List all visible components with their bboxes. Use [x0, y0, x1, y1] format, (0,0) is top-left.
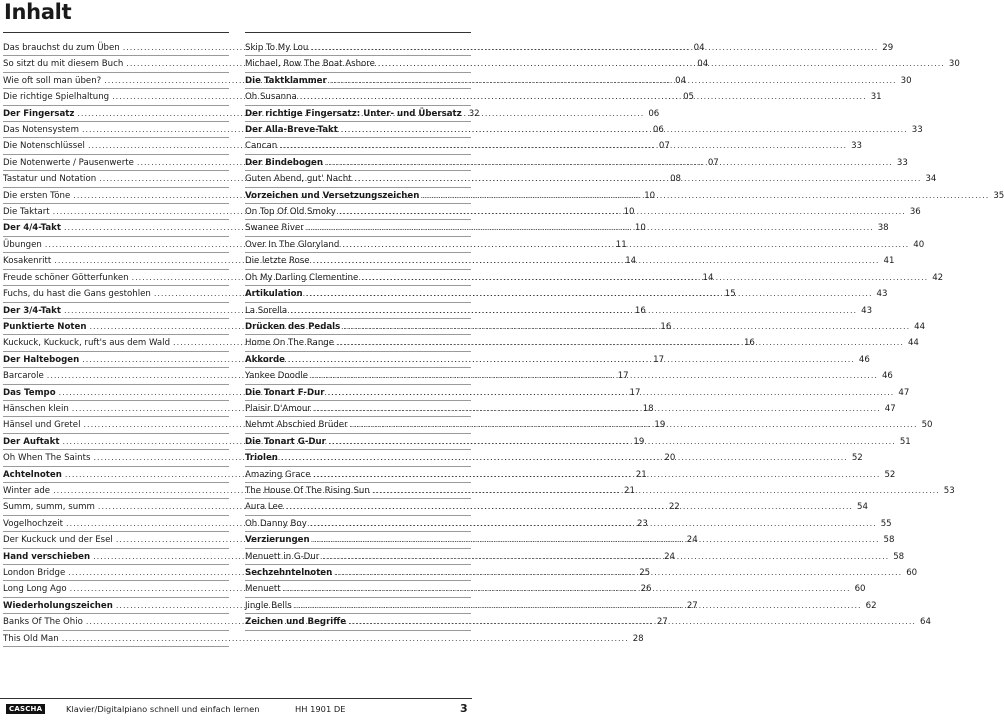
- toc-entry-page: 32: [468, 108, 480, 119]
- toc-entry-page: 40: [913, 239, 925, 250]
- toc-entry-title: Fuchs, du hast die Gans gestohlen: [3, 289, 151, 300]
- dot-leader: [337, 335, 904, 351]
- toc-entry-title: Kosakenritt: [3, 256, 52, 267]
- toc-entry-title: Das Notensystem: [3, 125, 79, 136]
- toc-entry-title: Amazing Grace: [245, 469, 311, 480]
- toc-entry-page: 14: [702, 272, 714, 283]
- toc-entry-page: 60: [854, 584, 866, 595]
- toc-entry-title: Nehmt Abschied Brüder: [245, 420, 348, 431]
- dot-leader: [349, 614, 916, 630]
- toc-entry-page: 42: [932, 272, 944, 283]
- toc-entry-page: 44: [914, 321, 926, 332]
- toc-entry-title: Der Auftakt: [3, 436, 60, 447]
- toc-entry-title: Die Taktart: [3, 207, 50, 218]
- toc-entry-page: 24: [686, 535, 698, 546]
- toc-entry-page: 21: [624, 485, 635, 496]
- dot-leader: [329, 434, 896, 450]
- toc-entry-page: 10: [623, 207, 635, 218]
- toc-entry-title: Long Long Ago: [3, 584, 67, 595]
- toc-entry-page: 16: [634, 305, 646, 316]
- toc-entry-title: Tastatur und Notation: [3, 174, 97, 185]
- toc-entry-page: 43: [861, 305, 873, 316]
- dot-leader: [330, 73, 897, 89]
- toc-entry-page: 29: [882, 43, 894, 53]
- dot-leader: [355, 171, 922, 187]
- dot-leader: [307, 220, 874, 236]
- footer-product-code: HH 1901 DE: [295, 704, 346, 714]
- toc-entry-page: 46: [881, 371, 893, 382]
- toc-entry-page: 07: [658, 141, 670, 152]
- toc-entry-page: 26: [640, 584, 652, 595]
- toc-entry-title: Hänsel und Gretel: [3, 420, 81, 431]
- dot-leader: [313, 253, 880, 269]
- toc-entry-page: 33: [911, 125, 923, 136]
- toc-entry-title: Skip To My Lou: [245, 43, 309, 53]
- toc-entry-page: 18: [642, 403, 654, 414]
- toc-entry-page: 41: [883, 256, 895, 267]
- dot-leader: [300, 89, 867, 105]
- toc-entry-page: 35: [993, 190, 1004, 201]
- toc-entry-title: Over In The Gloryland: [245, 239, 340, 250]
- toc-entry-page: 19: [654, 420, 666, 431]
- toc-entry-page: 05: [683, 92, 695, 103]
- toc-entry-page: 14: [625, 256, 637, 267]
- page-title: Inhalt: [4, 0, 72, 24]
- dot-leader: [341, 122, 908, 138]
- toc-entry-title: Der Kuckuck und der Esel: [3, 535, 113, 546]
- dot-leader: [290, 303, 857, 319]
- toc-entry-title: Die letzte Rose: [245, 256, 310, 267]
- toc-entry-title: Sechzehntelnoten: [245, 568, 333, 578]
- page-footer: [0, 698, 472, 720]
- toc-entry-title: Die Tonart F-Dur: [245, 387, 325, 398]
- toc-entry-title: The House Of The Rising Sun: [245, 485, 370, 496]
- toc-entry-page: 07: [707, 157, 719, 168]
- toc-entry-page: 34: [925, 174, 937, 185]
- toc-entry-page: 04: [693, 43, 705, 53]
- toc-entry-page: 60: [906, 568, 918, 578]
- toc-entry-page: 46: [858, 354, 870, 365]
- dot-leader: [326, 155, 893, 171]
- toc-entry-title: Verzierungen: [245, 535, 310, 546]
- toc-entry-title: La Sorella: [245, 305, 288, 316]
- toc-entry-page: 17: [617, 371, 629, 382]
- toc-entry-page: 47: [884, 403, 896, 414]
- toc-entry-page: 44: [907, 338, 919, 349]
- toc-entry-title: Barcarole: [3, 371, 44, 382]
- toc-entry-page: 52: [851, 453, 863, 464]
- dot-leader: [322, 549, 889, 565]
- toc-entry-title: Hänschen klein: [3, 403, 69, 414]
- dot-leader: [295, 598, 862, 614]
- dot-leader: [373, 483, 940, 499]
- toc-entry: [245, 106, 480, 122]
- toc-entry-title: Vorzeichen und Versetzungszeichen: [245, 190, 420, 201]
- toc-entry-page: 22: [668, 502, 680, 513]
- toc-entry-page: 36: [909, 207, 921, 218]
- toc-entry-page: 27: [686, 600, 698, 611]
- toc-entry-title: Der richtige Fingersatz: Unter- und Übersatz: [245, 108, 462, 119]
- toc-entry-page: 38: [877, 223, 889, 234]
- toc-entry-page: 47: [898, 387, 910, 398]
- dot-leader: [327, 385, 894, 401]
- dot-leader: [286, 499, 853, 515]
- toc-entry-title: Akkorde: [245, 354, 285, 365]
- toc-entry-title: Menuett in G-Dur: [245, 551, 320, 562]
- toc-entry-page: 30: [900, 75, 912, 86]
- toc-entry-title: Der Fingersatz: [3, 108, 75, 119]
- toc-entry-title: Die Notenschlüssel: [3, 141, 85, 152]
- toc-entry-page: 50: [921, 420, 933, 431]
- toc-entry-title: Winter ade: [3, 485, 51, 496]
- toc-entry-title: Menuett: [245, 584, 281, 595]
- dot-leader: [422, 188, 989, 204]
- toc-entry-title: Das brauchst du zum Üben: [3, 43, 120, 53]
- dot-leader: [62, 631, 629, 647]
- dot-leader: [339, 204, 906, 220]
- dot-leader: [361, 270, 928, 286]
- toc-entry-page: 55: [880, 518, 892, 529]
- toc-entry-page: 06: [648, 108, 660, 119]
- toc-entry-page: 06: [652, 125, 664, 136]
- toc-entry-page: 54: [857, 502, 868, 513]
- toc-entry-title: Die ersten Töne: [3, 190, 71, 201]
- toc-entry-title: Die Notenwerte / Pausenwerte: [3, 157, 134, 168]
- toc-entry-title: Oh When The Saints: [3, 453, 91, 464]
- toc-entry-title: Oh My Darling Clementine: [245, 272, 359, 283]
- dot-leader: [306, 286, 873, 302]
- toc-entry-title: Artikulation: [245, 289, 303, 300]
- toc-entry-page: 10: [634, 223, 646, 234]
- toc-entry-page: 53: [943, 485, 955, 496]
- dot-leader: [342, 237, 909, 253]
- toc-entry-page: 17: [629, 387, 641, 398]
- toc-entry-page: 10: [644, 190, 656, 201]
- toc-entry-page: 30: [948, 59, 960, 70]
- toc-entry-title: Vogelhochzeit: [3, 518, 64, 529]
- dot-leader: [314, 401, 881, 417]
- dot-leader: [284, 581, 851, 597]
- toc-entry-title: Triolen: [245, 453, 278, 464]
- toc-entry-title: Der 3/4-Takt: [3, 305, 61, 316]
- toc-entry-page: 08: [670, 174, 682, 185]
- toc-entry-title: Die richtige Spielhaltung: [3, 92, 110, 103]
- toc-entry-title: Freude schöner Götterfunken: [3, 272, 129, 283]
- column-divider-left: [3, 32, 229, 33]
- toc-entry-title: On Top Of Old Smoky: [245, 207, 336, 218]
- toc-entry-page: 52: [884, 469, 896, 480]
- toc-entry-page: 23: [636, 518, 648, 529]
- toc-entry-title: Swanee River: [245, 223, 304, 234]
- dot-leader: [280, 138, 847, 154]
- toc-entry-page: 20: [664, 453, 676, 464]
- dot-leader: [335, 565, 902, 581]
- toc-entry-page: 33: [896, 157, 908, 168]
- dot-leader: [311, 40, 878, 56]
- dot-leader: [288, 352, 855, 368]
- publisher-logo: CASCHA: [6, 704, 45, 714]
- toc-entry-title: Oh Danny Boy: [245, 518, 307, 529]
- toc-entry-page: 58: [893, 551, 905, 562]
- toc-entry-title: Wiederholungszeichen: [3, 600, 113, 611]
- toc-entry-title: Kuckuck, Kuckuck, ruft's aus dem Wald: [3, 338, 171, 349]
- toc-entry-title: Guten Abend, gut' Nacht: [245, 174, 352, 185]
- toc-entry-page: 16: [660, 321, 672, 332]
- toc-entry-title: Hand verschieben: [3, 551, 91, 562]
- toc-entry-page: 11: [615, 239, 627, 250]
- toc-entry-title: Das Tempo: [3, 387, 56, 398]
- toc-entry-title: Banks Of The Ohio: [3, 617, 83, 628]
- toc-entry-page: 51: [899, 436, 911, 447]
- toc-entry-title: Punktierte Noten: [3, 321, 87, 332]
- toc-entry-title: Plaisir D'Amour: [245, 403, 311, 414]
- toc-entry-page: 19: [633, 436, 645, 447]
- footer-book-title: Klavier/Digitalpiano schnell und einfach lernen: [66, 704, 260, 714]
- toc-entry-page: 64: [919, 617, 931, 628]
- toc-entry-page: 04: [675, 75, 687, 86]
- column-divider-right: [245, 32, 471, 33]
- toc-entry-title: Michael, Row The Boat Ashore: [245, 59, 375, 70]
- toc-entry-page: 62: [865, 600, 877, 611]
- toc-entry-title: Drücken des Pedals: [245, 321, 341, 332]
- dot-leader: [314, 467, 881, 483]
- toc-entry-title: Cancan: [245, 141, 278, 152]
- toc-entry-page: 16: [743, 338, 755, 349]
- dot-leader: [281, 450, 848, 466]
- toc-entry-page: 43: [876, 289, 888, 300]
- toc-entry-title: London Bridge: [3, 568, 66, 578]
- dot-leader: [378, 56, 945, 72]
- toc-entry-title: Achtelnoten: [3, 469, 62, 480]
- dot-leader: [313, 532, 880, 548]
- toc-entry-page: 28: [632, 633, 644, 644]
- page-number: 3: [460, 702, 468, 715]
- toc-entry-title: Der Haltebogen: [3, 354, 80, 365]
- dot-leader: [311, 368, 878, 384]
- toc-entry-page: 21: [635, 469, 647, 480]
- toc-entry-title: Aura Lee: [245, 502, 284, 513]
- toc-entry-page: 25: [639, 568, 651, 578]
- toc-entry-title: Home On The Range: [245, 338, 335, 349]
- toc-entry-page: 58: [883, 535, 895, 546]
- dot-leader: [343, 319, 910, 335]
- toc-entry-page: 27: [656, 617, 668, 628]
- toc-entry-title: Jingle Bells: [245, 600, 292, 611]
- toc-entry-title: Der 4/4-Takt: [3, 223, 61, 234]
- toc-entry-title: Der Bindebogen: [245, 157, 323, 168]
- toc-entry-title: Summ, summ, summ: [3, 502, 95, 513]
- toc-entry-title: This Old Man: [3, 633, 59, 644]
- toc-entry-title: Zeichen und Begriffe: [245, 617, 347, 628]
- toc-entry-page: 04: [697, 59, 709, 70]
- toc-entry-page: 15: [724, 289, 736, 300]
- toc-entry-title: Übungen: [3, 239, 42, 250]
- toc-entry-page: 24: [664, 551, 675, 562]
- toc-entry-title: So sitzt du mit diesem Buch: [3, 59, 124, 70]
- toc-entry-title: Die Taktklammer: [245, 75, 327, 86]
- toc-entry-page: 17: [653, 354, 665, 365]
- toc-entry-title: Der Alla-Breve-Takt: [245, 125, 338, 136]
- toc-entry-title: Yankee Doodle: [245, 371, 309, 382]
- toc-entry-page: 33: [851, 141, 863, 152]
- toc-entry-page: 31: [870, 92, 882, 103]
- toc-entry: [3, 631, 644, 647]
- dot-leader: [351, 417, 918, 433]
- toc-entry-title: Die Tonart G-Dur: [245, 436, 326, 447]
- dot-leader: [310, 516, 877, 532]
- toc-entry-title: Wie oft soll man üben?: [3, 75, 102, 86]
- toc-entry-title: Oh Susanna: [245, 92, 297, 103]
